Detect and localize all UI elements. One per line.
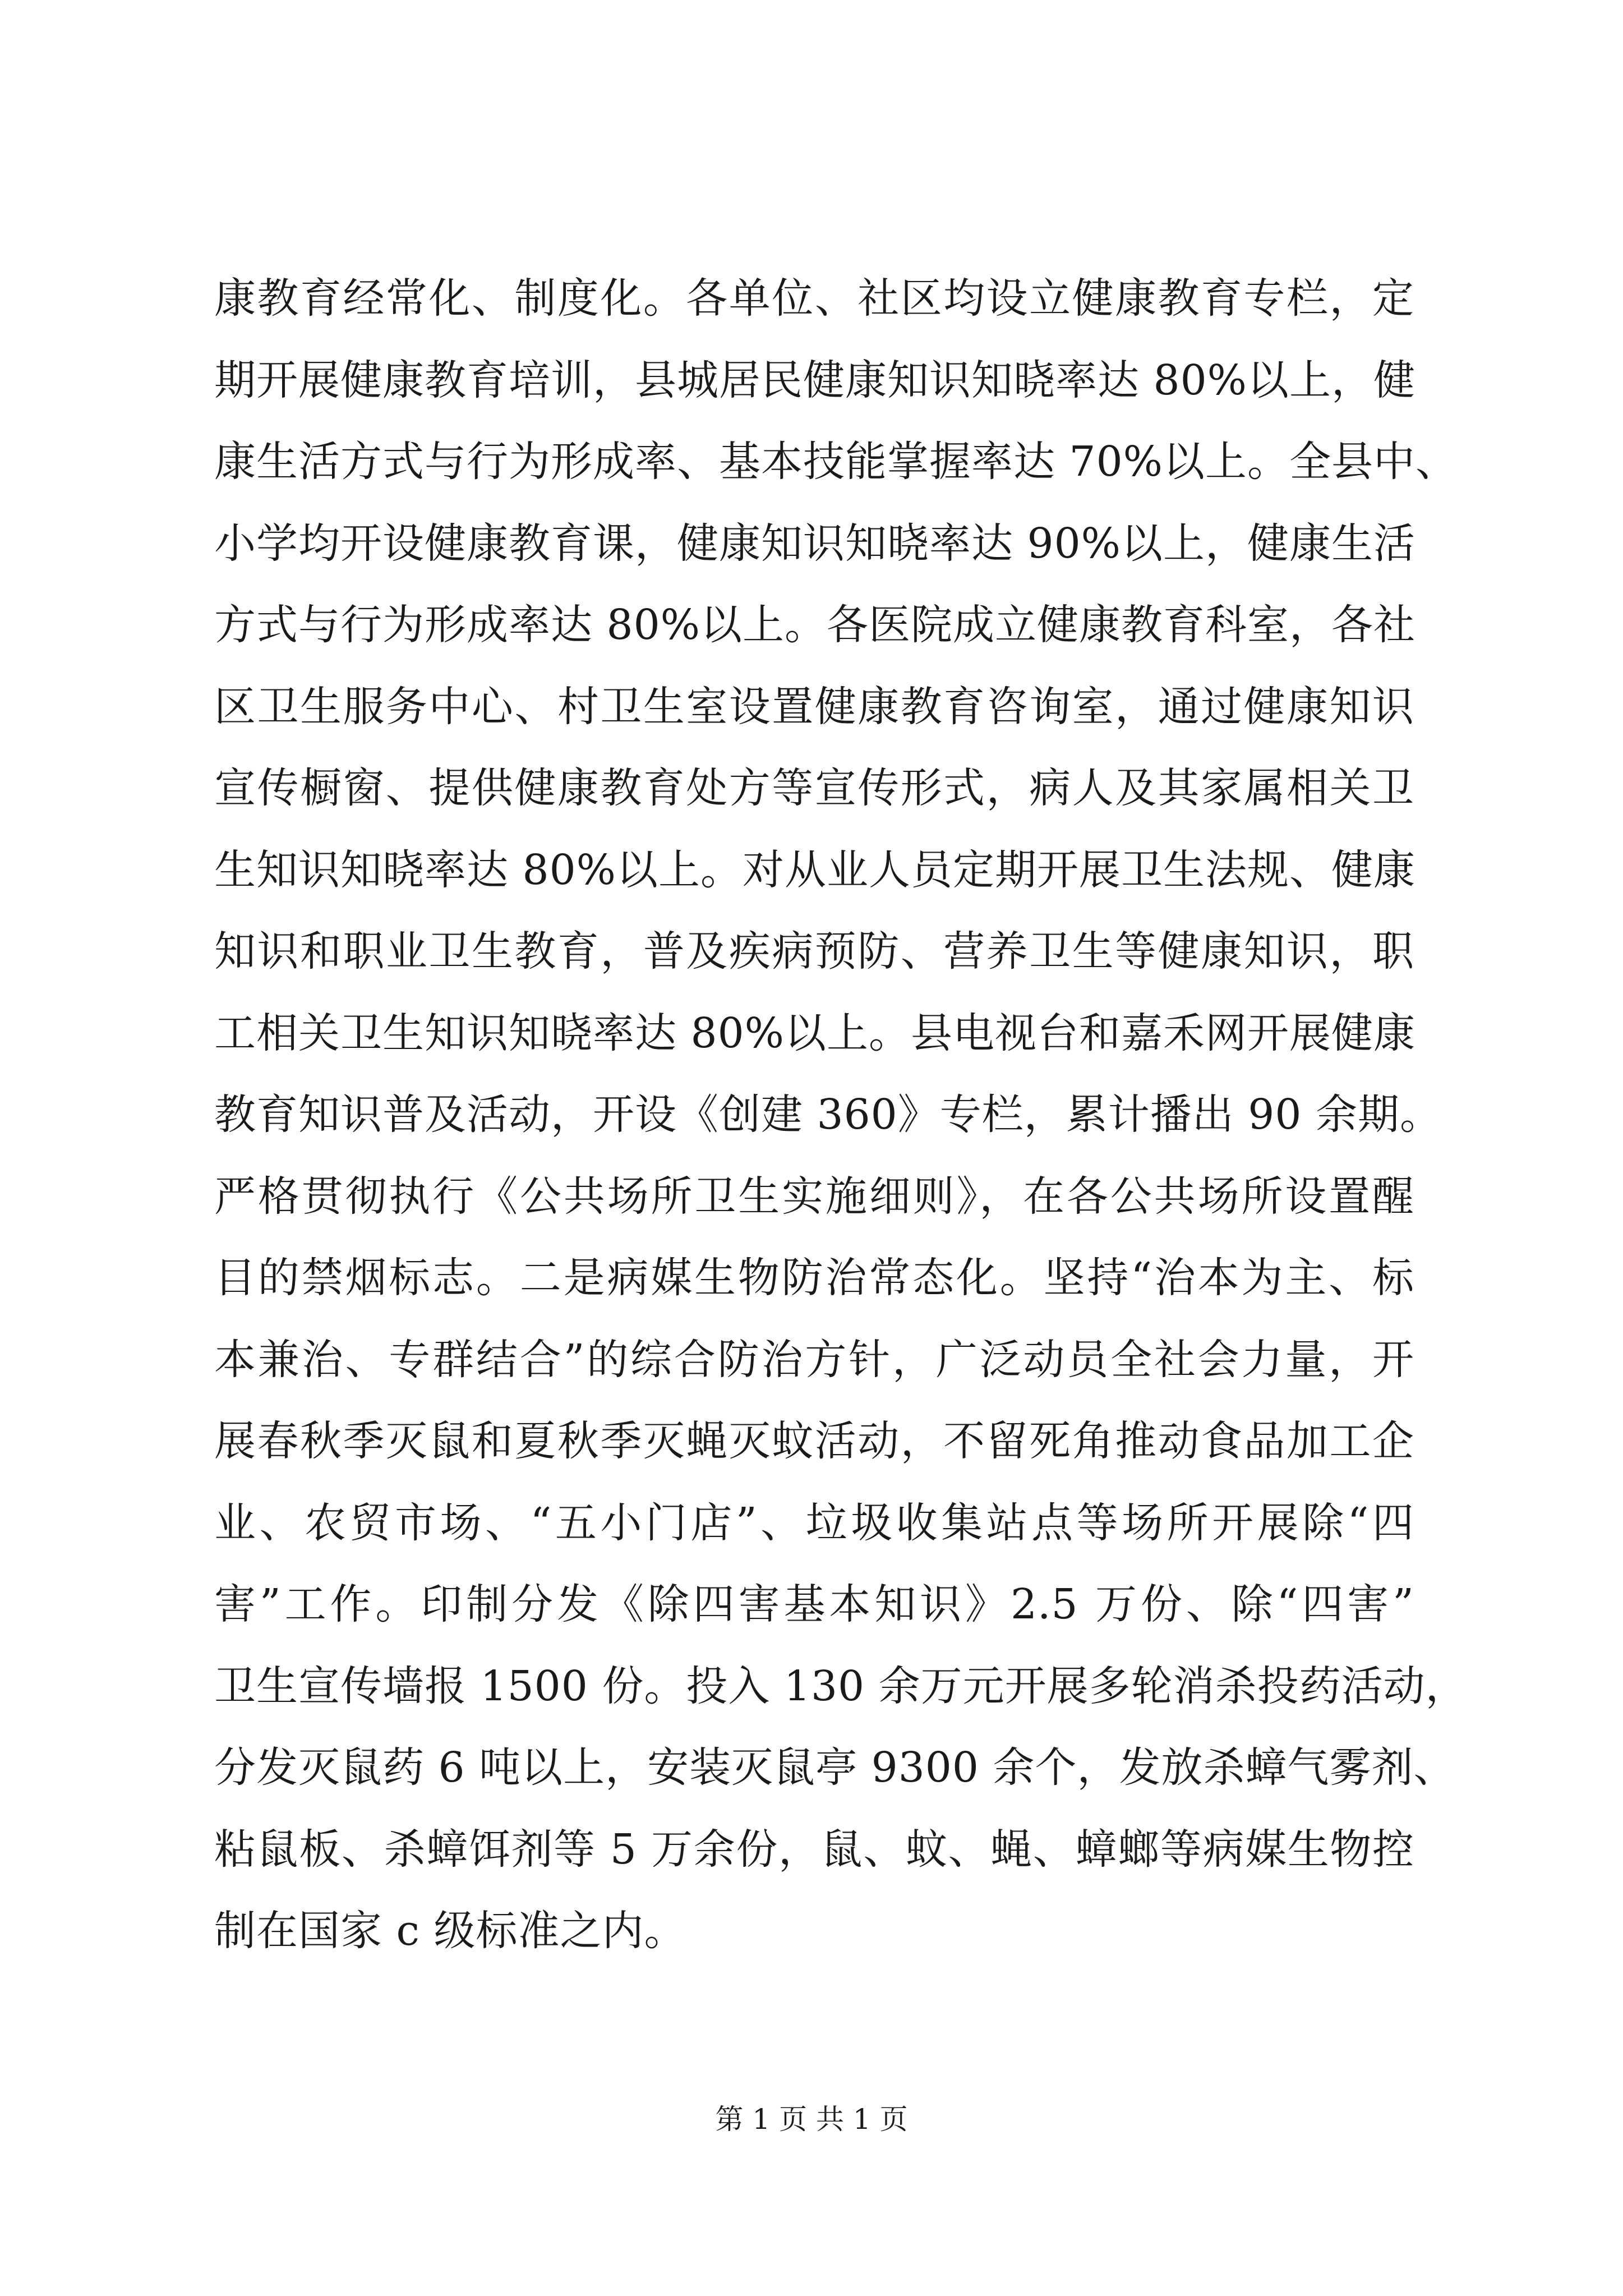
text-line: 期开展健康教育培训，县城居民健康知识知晓率达 80%以上，健 — [214, 356, 1415, 404]
body-paragraph — [214, 258, 1468, 1972]
text-line: 宣传橱窗、提供健康教育处方等宣传形式，病人及其家属相关卫 — [214, 764, 1414, 812]
text-line: 康教育经常化、制度化。各单位、社区均设立健康教育专栏，定 — [214, 274, 1414, 323]
text-line: 分发灭鼠药 6 吨以上，安装灭鼠亭 9300 余个，发放杀蟑气雾剂、 — [214, 1743, 1456, 1792]
text-line: 小学均开设健康教育课，健康知识知晓率达 90%以上，健康生活 — [214, 519, 1415, 568]
text-line: 本兼治、专群结合”的综合防治方针，广泛动员全社会力量，开 — [214, 1335, 1414, 1384]
text-line: 粘鼠板、杀蟑饵剂等 5 万余份，鼠、蚊、蝇、蟑螂等病媒生物控 — [214, 1825, 1414, 1874]
text-line: 区卫生服务中心、村卫生室设置健康教育咨询室，通过健康知识 — [214, 682, 1414, 731]
text-line: 康生活方式与行为形成率、基本技能掌握率达 70%以上。全县中、 — [214, 438, 1458, 486]
text-line: 知识和职业卫生教育，普及疾病预防、营养卫生等健康知识，职 — [214, 927, 1414, 976]
text-line: 工相关卫生知识知晓率达 80%以上。县电视台和嘉禾网开展健康 — [214, 1009, 1415, 1057]
text-line: 严格贯彻执行《公共场所卫生实施细则》，在各公共场所设置醒 — [214, 1172, 1414, 1221]
text-line: 卫生宣传墙报 1500 份。投入 130 余万元开展多轮消杀投药活动， — [214, 1662, 1468, 1710]
page-number-footer: 第 1 页 共 1 页 — [715, 2103, 908, 2136]
text-line: 教育知识普及活动，开设《创建 360》专栏，累计播出 90 余期。 — [214, 1091, 1442, 1139]
text-line: 生知识知晓率达 80%以上。对从业人员定期开展卫生法规、健康 — [214, 845, 1415, 894]
text-line: 业、农贸市场、“五小门店”、垃圾收集站点等场所开展除“四 — [214, 1498, 1414, 1547]
text-line: 目的禁烟标志。二是病媒生物防治常态化。坚持“治本为主、标 — [214, 1254, 1414, 1302]
text-line: 方式与行为形成率达 80%以上。各医院成立健康教育科室，各社 — [214, 601, 1415, 649]
text-line: 制在国家 c 级标准之内。 — [214, 1907, 686, 1955]
text-line: 害”工作。印制分发《除四害基本知识》2.5 万份、除“四害” — [214, 1580, 1414, 1628]
text-line: 展春秋季灭鼠和夏秋季灭蝇灭蚊活动，不留死角推动食品加工企 — [214, 1417, 1414, 1465]
